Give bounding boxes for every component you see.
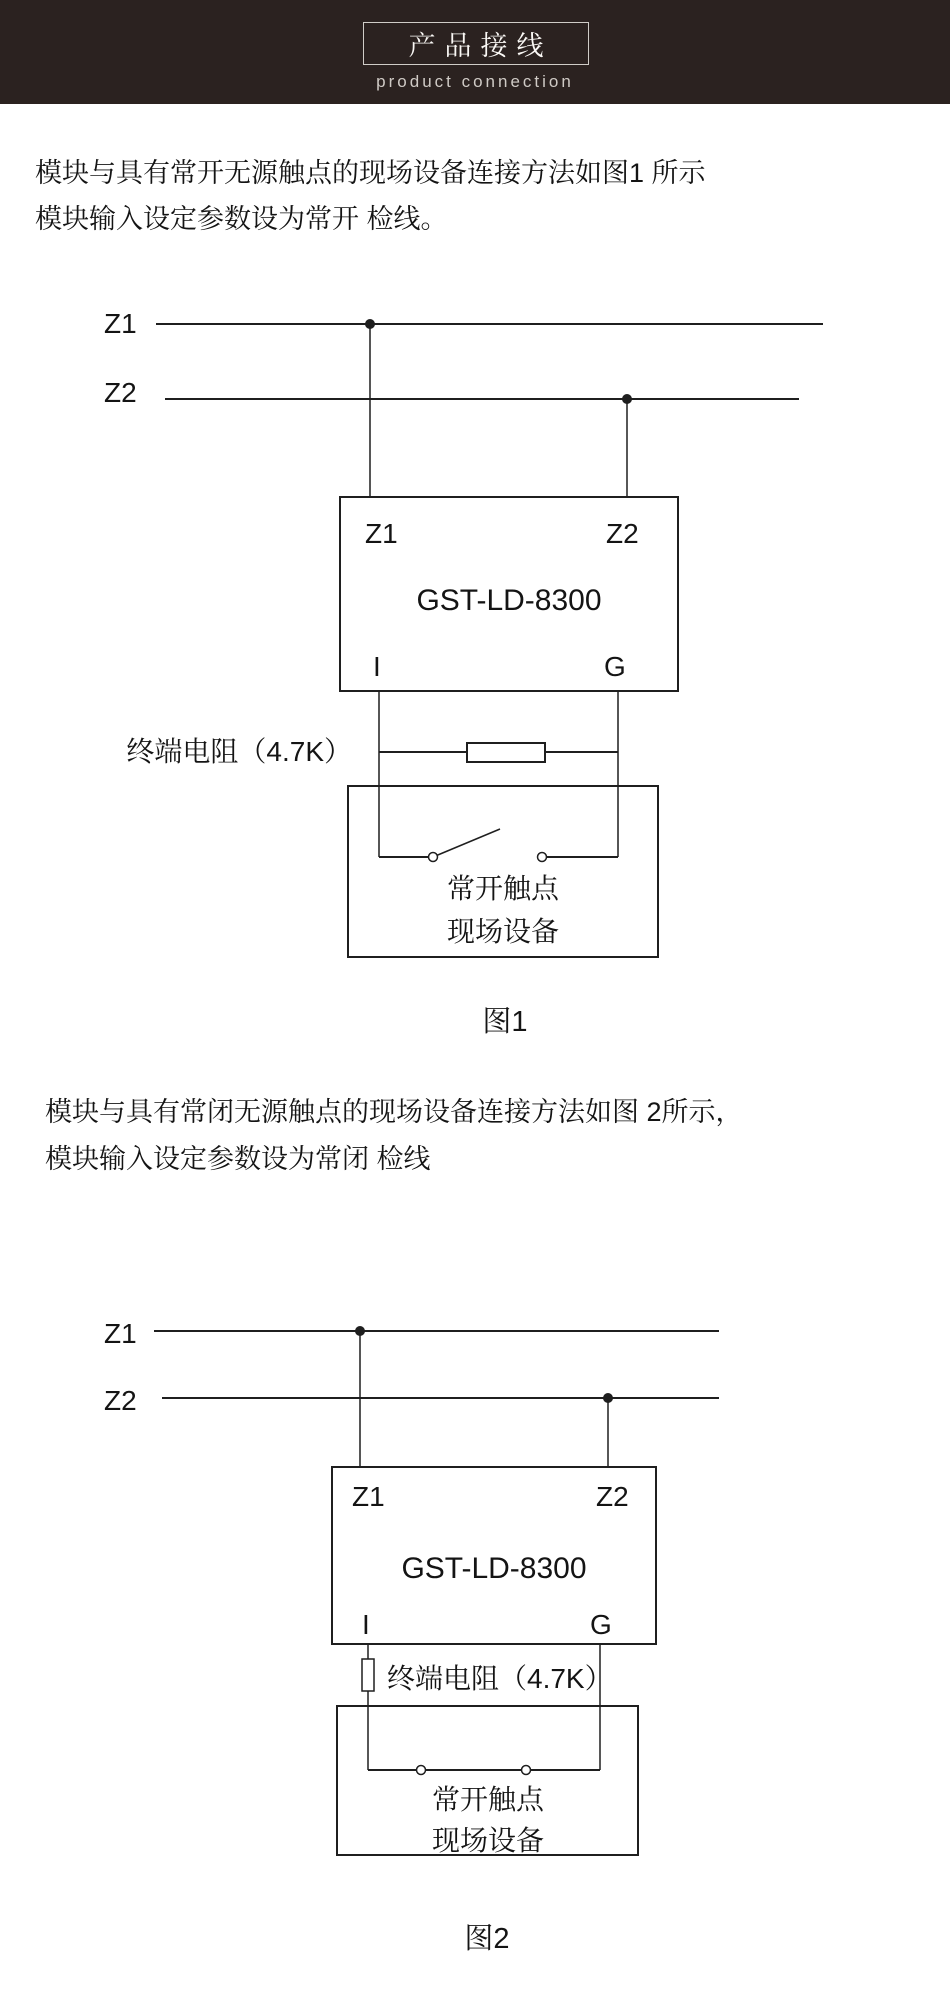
fig1-contact-left-node xyxy=(429,853,438,862)
fig2-module-terminal-i: I xyxy=(362,1609,370,1640)
figure2-diagram xyxy=(0,1300,950,1960)
fig2-bus-z1-label: Z1 xyxy=(104,1318,137,1349)
fig1-module-terminal-z2: Z2 xyxy=(606,518,639,549)
fig1-resistor-symbol xyxy=(467,743,545,762)
fig1-device-label-line1: 常开触点 xyxy=(446,873,560,904)
fig1-device-label-line2: 现场设备 xyxy=(446,916,560,947)
fig1-contact-right-node xyxy=(538,853,547,862)
fig2-module-terminal-g: G xyxy=(590,1609,612,1640)
fig2-bus-z2-label: Z2 xyxy=(104,1385,137,1416)
fig2-module-terminal-z2: Z2 xyxy=(596,1481,629,1512)
section-title-box xyxy=(363,22,589,65)
fig1-module-terminal-z1: Z1 xyxy=(365,518,398,549)
fig1-bus-z1-label: Z1 xyxy=(104,308,137,339)
figure1-caption: 图1 xyxy=(482,1006,528,1038)
figure2-caption: 图2 xyxy=(464,1923,510,1955)
fig1-module-terminal-i: I xyxy=(373,651,381,682)
fig2-device-label-line1: 常开触点 xyxy=(431,1784,545,1815)
fig1-module-terminal-g: G xyxy=(604,651,626,682)
intro-paragraph-2 xyxy=(45,1089,743,1183)
intro1-line1: 模块与具有常开无源触点的现场设备连接方法如图1 所示 xyxy=(35,158,706,188)
fig1-resistor-label: 终端电阻（4.7K） xyxy=(126,736,352,767)
fig2-module-name: GST-LD-8300 xyxy=(401,1552,587,1585)
section-header-banner xyxy=(0,0,950,104)
fig2-contact-left-node xyxy=(417,1766,426,1775)
fig1-bus-z2-label: Z2 xyxy=(104,377,137,408)
section-subtitle: product connection xyxy=(376,72,574,91)
section-title: 产品接线 xyxy=(408,31,553,61)
intro-paragraph-1 xyxy=(35,150,706,242)
figure1-diagram xyxy=(0,290,950,990)
fig2-contact-right-node xyxy=(522,1766,531,1775)
intro2-line2: 模块输入设定参数设为常闭 检线 xyxy=(45,1144,431,1174)
fig1-switch-arm xyxy=(433,829,500,857)
intro1-line2: 模块输入设定参数设为常开 检线。 xyxy=(35,204,448,234)
fig2-module-terminal-z1: Z1 xyxy=(352,1481,385,1512)
intro2-line1: 模块与具有常闭无源触点的现场设备连接方法如图 2所示， xyxy=(45,1097,743,1127)
fig2-resistor-label: 终端电阻（4.7K） xyxy=(387,1663,613,1694)
fig2-resistor-symbol xyxy=(362,1659,374,1691)
fig2-device-label-line2: 现场设备 xyxy=(431,1825,545,1856)
fig1-module-name: GST-LD-8300 xyxy=(416,584,602,617)
